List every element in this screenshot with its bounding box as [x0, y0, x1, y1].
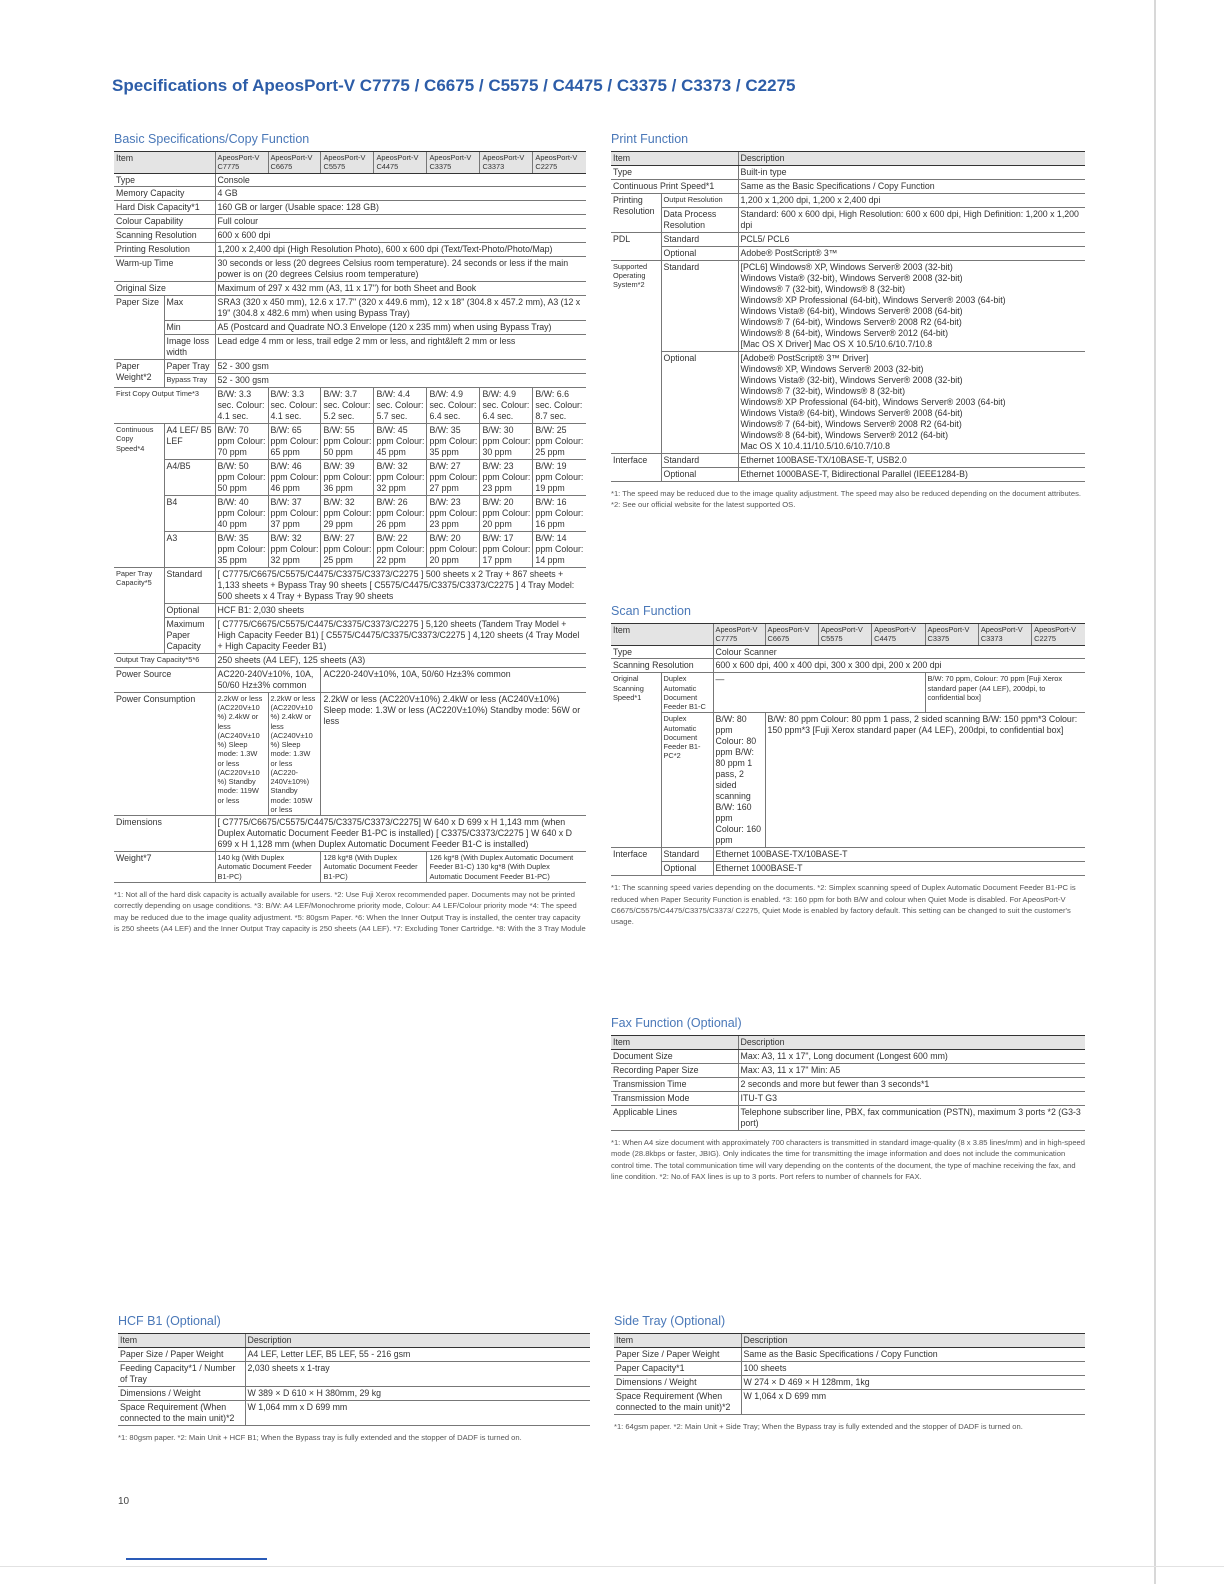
- table-row: [614, 1361, 1085, 1375]
- row-value: 600 x 600 dpi: [215, 229, 586, 243]
- table-row: [114, 187, 586, 201]
- model-header: ApeosPort-V C4475: [872, 624, 925, 646]
- scan-header-row: [611, 624, 1085, 646]
- row-value: 600 x 600 dpi, 400 x 400 dpi, 300 x 300 dpi, 200 x 200 dpi: [713, 659, 1085, 673]
- table-row: [114, 282, 586, 296]
- table-row: [611, 862, 1085, 876]
- table-row: [611, 453, 1085, 467]
- os-line: [Adobe® PostScript® 3™ Driver]: [740, 352, 869, 363]
- row-label: Scanning Resolution: [114, 229, 215, 243]
- cell: B/W: 65 ppm Colour: 65 ppm: [268, 424, 321, 460]
- os-line: Windows® 8 (64-bit), Windows Server® 2012 (64-bit): [740, 327, 949, 338]
- row-value: Console: [215, 173, 586, 187]
- sub-label: Standard: [164, 568, 215, 604]
- row-label: Dimensions / Weight: [118, 1386, 245, 1400]
- row-label: Interface: [611, 453, 661, 481]
- row-label: Interface: [611, 848, 661, 876]
- row-label: Paper Size: [114, 296, 164, 360]
- fax-item-header: Item: [611, 1036, 738, 1050]
- row-value: 1,200 x 2,400 dpi (High Resolution Photo), 600 x 600 dpi (Text/Text-Photo/Photo/Map): [215, 243, 586, 257]
- row-value: Standard: 600 x 600 dpi, High Resolution: 600 x 600 dpi, High Definition: 1,200 x 1,200 dpi: [738, 207, 1085, 232]
- cell: B/W: 20 ppm Colour: 20 ppm: [480, 496, 533, 532]
- row-label: Supported Operating System*2: [611, 260, 661, 453]
- fax-table: [611, 1035, 1085, 1131]
- fax-footnote: *1: When A4 size document with approximately 700 characters is transmitted in standard image-quality (8 x 3.85 lines/mm) and in high-speed mode (28.8kbps or faster, JBIG). Only indicates the time for transmitting the image information and does not include the communication control time. The total communication time will vary depending on the contents of the document, the type of machine receiving the fax, and line condition. *2: No.of FAX lines is up to 3 ports. Port refers to number of channels for FAX.: [611, 1137, 1086, 1182]
- table-row: [114, 201, 586, 215]
- os-line: Windows Vista® (32-bit), Windows Server® 2008 (32-bit): [740, 374, 963, 385]
- side-tray-heading: Side Tray (Optional): [614, 1314, 726, 1328]
- table-row: [114, 653, 586, 667]
- table-row: [114, 532, 586, 568]
- os-line: Windows® 8 (64-bit), Windows Server® 2012 (64-bit): [740, 429, 949, 440]
- table-row: [114, 229, 586, 243]
- cell: B/W: 4.9 sec. Colour: 6.4 sec.: [480, 388, 533, 424]
- cell: B/W: 26 ppm Colour: 26 ppm: [374, 496, 427, 532]
- row-value: Same as the Basic Specifications / Copy Function: [741, 1347, 1085, 1361]
- basic-footnote: *1: Not all of the hard disk capacity is actually available for users. *2: Use Fuji Xerox recommended paper. Documents may not be printed correctly depending on usage conditions. *3: B/W: A4 LEF/Monochrome priority mode, Colour: A4 LEF/Colour priority mode *4: The speed may be reduced due to the image quality adjustment. *5: 80gsm Paper. *6: When the Inner Output Tray is installed, the center tray capacity is 250 sheets (A4 LEF) and the Inner Output Tray capacity is 250 sheets (A4 LEF). *7: Excluding Toner Cartridge. *8: With the 3 Tray Module: [114, 889, 586, 933]
- model-header: ApeosPort-V C4475: [374, 152, 427, 174]
- row-value: ITU-T G3: [738, 1091, 1085, 1105]
- table-row: [118, 1361, 590, 1386]
- os-line: Windows® XP, Windows Server® 2003 (32-bit): [740, 363, 924, 374]
- scan-footnote: *1: The scanning speed varies depending on the documents. *2: Simplex scanning speed of Duplex Automatic Document Feeder B1-PC is reduced when Paper Security Function is enabled. *3: 160 ppm for both B/W and colour when Quiet Mode is disabled. For ApeosPort-V C6675/C5575/C4475/C3375/C3373/ C2275, Quiet Mode is enabled by factory default. This setting can be changed to suit the customer's usage.: [611, 883, 1076, 927]
- cell: B/W: 16 ppm Colour: 16 ppm: [533, 496, 586, 532]
- cell: B/W: 4.9 sec. Colour: 6.4 sec.: [427, 388, 480, 424]
- cell: B/W: 3.7 sec. Colour: 5.2 sec.: [321, 388, 374, 424]
- row-label: Applicable Lines: [611, 1105, 738, 1130]
- os-line: Windows® 7 (64-bit), Windows Server® 2008 R2 (64-bit): [740, 316, 962, 327]
- os-line: Windows® XP Professional (64-bit), Windows Server® 2003 (64-bit): [740, 294, 1006, 305]
- cell: B/W: 80 ppm Colour: 80 ppm 1 pass, 2 sided scanning B/W: 150 ppm*3 Colour: 150 ppm*3 [Fuji Xerox standard paper (A4 LEF), 200dpi, to confidential box]: [765, 713, 1085, 848]
- table-row: [114, 568, 586, 604]
- hcf-section: [118, 1314, 590, 1443]
- table-row: [114, 388, 586, 424]
- row-label: First Copy Output Time*3: [114, 388, 215, 424]
- print-section: [611, 132, 1085, 510]
- cell: B/W: 32 ppm Colour: 32 ppm: [374, 460, 427, 496]
- model-header: ApeosPort-V C6675: [268, 152, 321, 174]
- sub-label: Paper Tray: [164, 360, 215, 374]
- cell: B/W: 32 ppm Colour: 32 ppm: [268, 532, 321, 568]
- print-footnote: *1: The speed may be reduced due to the image quality adjustment. The speed may also be reduced depending on the document attributes. *2: See our official website for the latest supported OS.: [611, 488, 1081, 509]
- basic-item-header: Item: [114, 152, 215, 174]
- sub-label: Data Process Resolution: [661, 207, 738, 232]
- row-value: Max: A3, 11 x 17" Min: A5: [738, 1063, 1085, 1077]
- basic-spec-table: [114, 151, 586, 883]
- sub-label: B4: [164, 496, 215, 532]
- side-tray-footnote: *1: 64gsm paper. *2: Main Unit + Side Tray; When the Bypass tray is fully extended and the stopper of DADF is turned on.: [614, 1421, 1023, 1431]
- row-label: Original Size: [114, 282, 215, 296]
- table-row: [114, 667, 586, 692]
- table-row: [611, 645, 1085, 659]
- row-value: 52 - 300 gsm: [215, 374, 586, 388]
- row-value: 1,200 x 1,200 dpi, 1,200 x 2,400 dpi: [738, 193, 1085, 207]
- sub-label: A3: [164, 532, 215, 568]
- table-row: [611, 232, 1085, 246]
- row-label: Power Consumption: [114, 692, 215, 815]
- table-row: [611, 1063, 1085, 1077]
- row-value: [ C7775/C6675/C5575/C4475/C3375/C3373/C2275 ] 500 sheets x 2 Tray + 867 sheets + 1,133 sheets + Bypass Tray 90 sheets [ C5575/C4475/C3375/C3373/C2275 ] 4 Tray Model: 500 sheets x 4 Tray + Bypass Tray 90 sheets: [215, 568, 586, 604]
- print-table: [611, 151, 1085, 482]
- table-row: [118, 1347, 590, 1361]
- model-header: ApeosPort-V C6675: [765, 624, 818, 646]
- print-header-row: [611, 152, 1085, 166]
- row-value: Full colour: [215, 215, 586, 229]
- row-label: Hard Disk Capacity*1: [114, 201, 215, 215]
- row-value: 100 sheets: [741, 1361, 1085, 1375]
- sub-label: Maximum Paper Capacity: [164, 617, 215, 653]
- row-value: Ethernet 100BASE-TX/10BASE-T, USB2.0: [738, 453, 1085, 467]
- table-row: [114, 296, 586, 321]
- model-header: ApeosPort-V C5575: [818, 624, 871, 646]
- table-row: [611, 1049, 1085, 1063]
- cell: B/W: 50 ppm Colour: 50 ppm: [215, 460, 268, 496]
- row-label: Memory Capacity: [114, 187, 215, 201]
- table-row: [611, 848, 1085, 862]
- cell: B/W: 23 ppm Colour: 23 ppm: [427, 496, 480, 532]
- cell: B/W: 19 ppm Colour: 19 ppm: [533, 460, 586, 496]
- basic-spec-section: [114, 132, 586, 934]
- cell: B/W: 46 ppm Colour: 46 ppm: [268, 460, 321, 496]
- table-row: [114, 173, 586, 187]
- cell: B/W: 4.4 sec. Colour: 5.7 sec.: [374, 388, 427, 424]
- model-header: ApeosPort-V C3373: [978, 624, 1031, 646]
- scan-heading: Scan Function: [611, 604, 691, 618]
- row-value: Ethernet 1000BASE-T, Bidirectional Parallel (IEEE1284-B): [738, 467, 1085, 481]
- table-row: [611, 1105, 1085, 1130]
- os-line: Windows® 7 (32-bit), Windows® 8 (32-bit): [740, 283, 906, 294]
- row-value: W 1,064 x D 699 mm: [741, 1389, 1085, 1414]
- cell: B/W: 30 ppm Colour: 30 ppm: [480, 424, 533, 460]
- sub-label: Min: [164, 321, 215, 335]
- table-row: [118, 1386, 590, 1400]
- cell: —: [713, 673, 925, 713]
- hcf-table: [118, 1333, 590, 1426]
- row-value: SRA3 (320 x 450 mm), 12.6 x 17.7" (320 x 449.6 mm), 12 x 18" (304.8 x 457.2 mm), A3 (12 x 19" (304.8 x 482.6 mm) when using Bypass Tray): [215, 296, 586, 321]
- row-label: Type: [611, 165, 738, 179]
- hcf-item-header: Item: [118, 1334, 245, 1348]
- table-row: [114, 243, 586, 257]
- sub-label: Standard: [661, 848, 713, 862]
- row-label: Output Tray Capacity*5*6: [114, 653, 215, 667]
- table-row: [611, 260, 1085, 351]
- row-label: Paper Size / Paper Weight: [614, 1347, 741, 1361]
- cell: 2.2kW or less (AC220V±10%) 2.4kW or less (AC240V±10%) Sleep mode: 1.3W or less (AC220-240V±10%) Standby mode: 105W or less: [268, 692, 321, 815]
- cell: B/W: 35 ppm Colour: 35 ppm: [427, 424, 480, 460]
- page-bottom-edge: [0, 1566, 1224, 1567]
- cell: 140 kg (With Duplex Automatic Document Feeder B1-PC): [215, 852, 321, 883]
- sub-label: Image loss width: [164, 335, 215, 360]
- table-row: [611, 713, 1085, 848]
- sub-label: Duplex Automatic Document Feeder B1-PC*2: [661, 713, 713, 848]
- row-value: Max: A3, 11 x 17", Long document (Longest 600 mm): [738, 1049, 1085, 1063]
- row-value: 52 - 300 gsm: [215, 360, 586, 374]
- row-value: Built-in type: [738, 165, 1085, 179]
- cell: B/W: 37 ppm Colour: 37 ppm: [268, 496, 321, 532]
- fax-header-row: [611, 1036, 1085, 1050]
- cell: B/W: 6.6 sec. Colour: 8.7 sec.: [533, 388, 586, 424]
- row-label: Paper Weight*2: [114, 360, 164, 388]
- os-line: Windows® XP Professional (64-bit), Windows Server® 2003 (64-bit): [740, 396, 1006, 407]
- cell: B/W: 22 ppm Colour: 22 ppm: [374, 532, 427, 568]
- row-value: 2,030 sheets x 1-tray: [245, 1361, 590, 1386]
- scan-section: [611, 604, 1085, 928]
- cell: 2.2kW or less (AC220V±10%) 2.4kW or less (AC240V±10%) Sleep mode: 1.3W or less (AC220V±10%) Standby mode: 119W or less: [215, 692, 268, 815]
- table-row: [611, 1091, 1085, 1105]
- cell: B/W: 55 ppm Colour: 50 ppm: [321, 424, 374, 460]
- cell: AC220-240V±10%, 10A, 50/60 Hz±3% common: [321, 667, 586, 692]
- basic-header-row: [114, 152, 586, 174]
- cell: 126 kg*8 (With Duplex Automatic Document Feeder B1-C) 130 kg*8 (With Duplex Automatic Document Feeder B1-PC): [427, 852, 586, 883]
- cell: B/W: 23 ppm Colour: 23 ppm: [480, 460, 533, 496]
- hcf-heading: HCF B1 (Optional): [118, 1314, 221, 1328]
- footer-accent-bar: [126, 1558, 267, 1560]
- row-label: Power Source: [114, 667, 215, 692]
- print-item-header: Item: [611, 152, 738, 166]
- row-label: Recording Paper Size: [611, 1063, 738, 1077]
- cell: B/W: 14 ppm Colour: 14 ppm: [533, 532, 586, 568]
- cell: B/W: 20 ppm Colour: 20 ppm: [427, 532, 480, 568]
- cell: B/W: 39 ppm Colour: 36 ppm: [321, 460, 374, 496]
- row-value: 30 seconds or less (20 degrees Celsius room temperature). 24 seconds or less if the main power is on (20 degrees Celsius room temperature): [215, 257, 586, 282]
- model-header: ApeosPort-V C5575: [321, 152, 374, 174]
- table-row: [118, 1400, 590, 1425]
- print-desc-header: Description: [738, 152, 1085, 166]
- table-row: [611, 659, 1085, 673]
- scan-table: [611, 623, 1085, 876]
- table-row: [614, 1347, 1085, 1361]
- cell: B/W: 40 ppm Colour: 40 ppm: [215, 496, 268, 532]
- sub-label: A4 LEF/ B5 LEF: [164, 424, 215, 460]
- cell: B/W: 27 ppm Colour: 27 ppm: [427, 460, 480, 496]
- sub-label: Optional: [661, 246, 738, 260]
- sub-label: Optional: [164, 603, 215, 617]
- table-row: [611, 351, 1085, 453]
- row-value: 160 GB or larger (Usable space: 128 GB): [215, 201, 586, 215]
- cell: B/W: 27 ppm Colour: 25 ppm: [321, 532, 374, 568]
- sub-label: Optional: [661, 467, 738, 481]
- row-value: Lead edge 4 mm or less, trail edge 2 mm or less, and right&left 2 mm or less: [215, 335, 586, 360]
- sub-label: Standard: [661, 260, 738, 351]
- row-label: Original Scanning Speed*1: [611, 673, 661, 848]
- page-edge: [1154, 0, 1156, 1584]
- os-line: [PCL6] Windows® XP, Windows Server® 2003 (32-bit): [740, 261, 953, 272]
- row-value: W 389 × D 610 × H 380mm, 29 kg: [245, 1386, 590, 1400]
- row-value: W 274 × D 469 × H 128mm, 1kg: [741, 1375, 1085, 1389]
- sub-label: Bypass Tray: [164, 374, 215, 388]
- table-row: [611, 246, 1085, 260]
- table-row: [114, 360, 586, 374]
- side-tray-section: [614, 1314, 1085, 1432]
- table-row: [611, 207, 1085, 232]
- sub-label: Optional: [661, 351, 738, 453]
- row-label: Type: [611, 645, 713, 659]
- cell: B/W: 35 ppm Colour: 35 ppm: [215, 532, 268, 568]
- model-header: ApeosPort-V C2275: [1032, 624, 1085, 646]
- model-header: ApeosPort-V C3373: [480, 152, 533, 174]
- row-value: [ C7775/C6675/C5575/C4475/C3375/C3373/C2275 ] 5,120 sheets (Tandem Tray Model + High Capacity Feeder B1) [ C5575/C4475/C3375/C3373/C2275 ] 4,120 sheets (4 Tray Model + High Capacity Feeder B1): [215, 617, 586, 653]
- table-row: [114, 603, 586, 617]
- cell: 128 kg*8 (With Duplex Automatic Document Feeder B1-PC): [321, 852, 427, 883]
- row-label: Scanning Resolution: [611, 659, 713, 673]
- table-row: [114, 852, 586, 883]
- model-header: ApeosPort-V C3375: [925, 624, 978, 646]
- cell: B/W: 80 ppm Colour: 80 ppm B/W: 80 ppm 1 pass, 2 sided scanning B/W: 160 ppm Colour: 160 ppm: [713, 713, 765, 848]
- cell: B/W: 70 ppm, Colour: 70 ppm [Fuji Xerox standard paper (A4 LEF), 200dpi, to confidential box]: [925, 673, 1085, 713]
- os-line: Mac OS X 10.4.11/10.5/10.6/10.7/10.8: [740, 440, 891, 451]
- row-label: Type: [114, 173, 215, 187]
- table-row: [611, 1077, 1085, 1091]
- table-row: [614, 1375, 1085, 1389]
- print-heading: Print Function: [611, 132, 689, 146]
- sub-label: Duplex Automatic Document Feeder B1-C: [661, 673, 713, 713]
- table-row: [114, 816, 586, 852]
- model-header: ApeosPort-V C2275: [533, 152, 586, 174]
- row-value: W 1,064 mm x D 699 mm: [245, 1400, 590, 1425]
- row-value: Telephone subscriber line, PBX, fax communication (PSTN), maximum 3 ports *2 (G3-3 port): [738, 1105, 1085, 1130]
- row-label: Transmission Mode: [611, 1091, 738, 1105]
- row-label: Colour Capability: [114, 215, 215, 229]
- model-header: ApeosPort-V C7775: [713, 624, 765, 646]
- scan-item-header: Item: [611, 624, 713, 646]
- table-row: [611, 673, 1085, 713]
- row-label: Warm-up Time: [114, 257, 215, 282]
- row-value: PCL5/ PCL6: [738, 232, 1085, 246]
- page-number: 10: [118, 1496, 130, 1507]
- hcf-footnote: *1: 80gsm paper. *2: Main Unit + HCF B1; When the Bypass tray is fully extended and the stopper of DADF is turned on.: [118, 1432, 522, 1442]
- table-row: [114, 617, 586, 653]
- row-label: Printing Resolution: [114, 243, 215, 257]
- os-line: Windows® 7 (32-bit), Windows® 8 (32-bit): [740, 385, 906, 396]
- table-row: [114, 374, 586, 388]
- table-row: [114, 496, 586, 532]
- hcf-header-row: [118, 1334, 590, 1348]
- cell: B/W: 3.3 sec. Colour: 4.1 sec.: [215, 388, 268, 424]
- row-value: [ C7775/C6675/C5575/C4475/C3375/C3373/C2275] W 640 x D 699 x H 1,143 mm (when Duplex Automatic Document Feeder B1-PC is installed) [ C3375/C3373/C2275 ] W 640 x D 699 x H 1,128 mm (when Duplex Automatic Document Feeder B1-C is installed): [215, 816, 586, 852]
- row-value: Maximum of 297 x 432 mm (A3, 11 x 17") for both Sheet and Book: [215, 282, 586, 296]
- table-row: [114, 692, 586, 815]
- os-line: Windows Vista® (64-bit), Windows Server® 2008 (64-bit): [740, 407, 963, 418]
- cell: B/W: 45 ppm Colour: 45 ppm: [374, 424, 427, 460]
- fax-desc-header: Description: [738, 1036, 1085, 1050]
- os-line: Windows Vista® (64-bit), Windows Server® 2008 (64-bit): [740, 305, 963, 316]
- row-label: PDL: [611, 232, 661, 260]
- row-label: Paper Size / Paper Weight: [118, 1347, 245, 1361]
- cell: B/W: 25 ppm Colour: 25 ppm: [533, 424, 586, 460]
- side-tray-table: [614, 1333, 1085, 1415]
- cell: B/W: 70 ppm Colour: 70 ppm: [215, 424, 268, 460]
- row-label: Transmission Time: [611, 1077, 738, 1091]
- row-label: Dimensions: [114, 816, 215, 852]
- os-line: [Mac OS X Driver] Mac OS X 10.5/10.6/10.7/10.8: [740, 338, 933, 349]
- row-value: Colour Scanner: [713, 645, 1085, 659]
- row-value: 2 seconds and more but fewer than 3 seconds*1: [738, 1077, 1085, 1091]
- table-row: [611, 165, 1085, 179]
- sub-label: Optional: [661, 862, 713, 876]
- table-row: [114, 424, 586, 460]
- row-value: 4 GB: [215, 187, 586, 201]
- cell: B/W: 17 ppm Colour: 17 ppm: [480, 532, 533, 568]
- table-row: [614, 1389, 1085, 1414]
- table-row: [114, 335, 586, 360]
- os-list: [738, 351, 1085, 453]
- cell: AC220-240V±10%, 10A, 50/60 Hz±3% common: [215, 667, 321, 692]
- row-value: Ethernet 1000BASE-T: [713, 862, 1085, 876]
- table-row: [114, 321, 586, 335]
- sub-label: Output Resolution: [661, 193, 738, 207]
- side-desc-header: Description: [741, 1334, 1085, 1348]
- table-row: [611, 193, 1085, 207]
- fax-section: [611, 1016, 1085, 1182]
- sub-label: Max: [164, 296, 215, 321]
- row-label: Continuous Print Speed*1: [611, 179, 738, 193]
- table-row: [114, 460, 586, 496]
- row-label: Printing Resolution: [611, 193, 661, 232]
- os-line: Windows® 7 (64-bit), Windows Server® 2008 R2 (64-bit): [740, 418, 962, 429]
- row-label: Feeding Capacity*1 / Number of Tray: [118, 1361, 245, 1386]
- table-row: [611, 467, 1085, 481]
- sub-label: Standard: [661, 453, 738, 467]
- row-label: Paper Capacity*1: [614, 1361, 741, 1375]
- cell: B/W: 32 ppm Colour: 29 ppm: [321, 496, 374, 532]
- os-line: Windows Vista® (32-bit), Windows Server® 2008 (32-bit): [740, 272, 963, 283]
- table-row: [611, 179, 1085, 193]
- table-row: [114, 257, 586, 282]
- basic-spec-heading: Basic Specifications/Copy Function: [114, 132, 310, 146]
- row-value: A5 (Postcard and Quadrate NO.3 Envelope (120 x 235 mm) when using Bypass Tray): [215, 321, 586, 335]
- row-value: A4 LEF, Letter LEF, B5 LEF, 55 - 216 gsm: [245, 1347, 590, 1361]
- page-title: Specifications of ApeosPort-V C7775 / C6675 / C5575 / C4475 / C3375 / C3373 / C2275: [112, 76, 796, 95]
- row-value: Ethernet 100BASE-TX/10BASE-T: [713, 848, 1085, 862]
- row-label: Space Requirement (When connected to the main unit)*2: [614, 1389, 741, 1414]
- os-list: [738, 260, 1085, 351]
- cell: 2.2kW or less (AC220V±10%) 2.4kW or less (AC240V±10%) Sleep mode: 1.3W or less (AC220V±10%) Standby mode: 56W or less: [321, 692, 586, 815]
- fax-heading: Fax Function (Optional): [611, 1016, 742, 1030]
- side-header-row: [614, 1334, 1085, 1348]
- table-row: [114, 215, 586, 229]
- row-label: Paper Tray Capacity*5: [114, 568, 164, 654]
- model-header: ApeosPort-V C7775: [215, 152, 268, 174]
- side-item-header: Item: [614, 1334, 741, 1348]
- row-value: HCF B1: 2,030 sheets: [215, 603, 586, 617]
- row-value: 250 sheets (A4 LEF), 125 sheets (A3): [215, 653, 586, 667]
- row-label: Dimensions / Weight: [614, 1375, 741, 1389]
- row-value: Adobe® PostScript® 3™: [738, 246, 1085, 260]
- sub-label: Standard: [661, 232, 738, 246]
- row-label: Weight*7: [114, 852, 215, 883]
- row-label: Document Size: [611, 1049, 738, 1063]
- model-header: ApeosPort-V C3375: [427, 152, 480, 174]
- hcf-desc-header: Description: [245, 1334, 590, 1348]
- row-label: Space Requirement (When connected to the main unit)*2: [118, 1400, 245, 1425]
- sub-label: A4/B5: [164, 460, 215, 496]
- cell: B/W: 3.3 sec. Colour: 4.1 sec.: [268, 388, 321, 424]
- row-value: Same as the Basic Specifications / Copy Function: [738, 179, 1085, 193]
- row-label: Continuous Copy Speed*4: [114, 424, 164, 568]
